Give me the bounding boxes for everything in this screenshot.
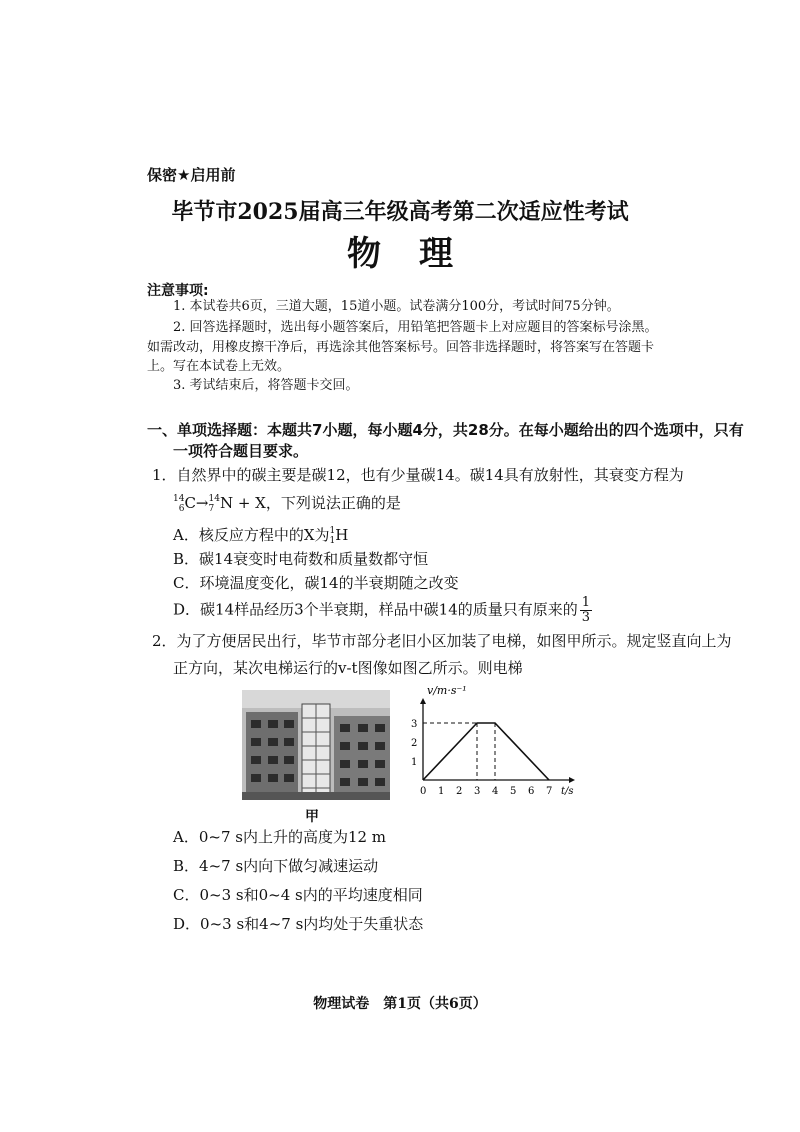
q1-stem: 1．自然界中的碳主要是碳12，也有少量碳14。碳14具有放射性，其衰变方程为: [152, 466, 684, 484]
q1-option-a: [173, 524, 348, 546]
note-2-cont: 如需改动，用橡皮擦干净后，再选涂其他答案标号。回答非选择题时，将答案写在答题卡: [147, 340, 655, 355]
velocity-line: [423, 723, 549, 780]
option-d-text: D．碳14样品经历3个半衰期，样品中碳14的质量只有原来的: [173, 600, 578, 619]
y-axis-label: v/m·s⁻¹: [427, 684, 467, 697]
x-axis-arrow: [569, 777, 575, 783]
y-tick-label: 3: [411, 719, 418, 730]
x-tick-label: 0: [420, 786, 427, 797]
c-atomic-number: 6: [178, 504, 185, 514]
q1-option-d: [173, 596, 592, 625]
x-tick-label: 5: [510, 786, 517, 797]
n-symbol: N + X: [219, 494, 266, 512]
x-tick-label: 7: [546, 786, 553, 797]
x-tick-label: 6: [528, 786, 535, 797]
fraction-numerator: 1: [581, 595, 591, 610]
option-a-text: A．核反应方程中的X为: [173, 526, 330, 544]
q1-equation-line: [173, 492, 401, 514]
q2-option-a: A．0~7 s内上升的高度为12 m: [173, 828, 387, 846]
y-axis-arrow: [420, 698, 426, 704]
x-tick-label: 4: [492, 786, 499, 797]
q1-option-b: B．碳14衰变时电荷数和质量数都守恒: [173, 550, 429, 568]
building-photo: [242, 690, 390, 800]
c-symbol: C→: [184, 494, 209, 512]
y-tick-label: 2: [411, 738, 418, 749]
page-footer: 物理试卷 第1页（共6页）: [313, 996, 487, 1012]
q1-option-c: C．环境温度变化，碳14的半衰期随之改变: [173, 574, 459, 592]
x-tick-label: 3: [474, 786, 481, 797]
photo-caption: 甲: [305, 809, 319, 825]
section-heading-cont: 一项符合题目要求。: [173, 442, 309, 460]
confidential-label: 保密★启用前: [147, 166, 236, 184]
note-1: 1. 本试卷共6页，三道大题，15道小题。试卷满分100分，考试时间75分钟。: [173, 299, 620, 314]
note-2-end: 上。写在本试卷上无效。: [147, 359, 291, 374]
note-2: 2. 回答选择题时，选出每小题答案后，用铅笔把答题卡上对应题目的答案标号涂黑。: [173, 320, 658, 335]
n-atomic-number: 7: [208, 504, 215, 514]
h-symbol: H: [335, 526, 349, 544]
exam-title: 毕节市2025届高三年级高考第二次适应性考试: [171, 199, 629, 225]
subject-title: 物理: [347, 234, 491, 274]
vt-graph: [405, 680, 590, 805]
q2-option-b: B．4~7 s内向下做匀减速运动: [173, 857, 379, 875]
c-mass-number: 14: [173, 494, 185, 504]
h-atomic-number: 1: [329, 536, 336, 546]
h-mass-number: 1: [329, 526, 336, 536]
q2-option-d: D．0~3 s和4~7 s内均处于失重状态: [173, 915, 424, 933]
fraction-denominator: 3: [581, 610, 591, 625]
x-tick-label: 1: [438, 786, 445, 797]
fraction: [580, 596, 592, 625]
x-tick-label: 2: [456, 786, 463, 797]
q2-stem: 2．为了方便居民出行，毕节市部分老旧小区加装了电梯，如图甲所示。规定竖直向上为: [152, 632, 732, 650]
n-mass-number: 14: [208, 494, 220, 504]
note-3: 3. 考试结束后，将答题卡交回。: [173, 378, 359, 393]
y-tick-label: 1: [411, 757, 418, 768]
section-heading: 一、单项选择题：本题共7小题，每小题4分，共28分。在每小题给出的四个选项中，只有: [147, 421, 744, 439]
x-axis-label: t/s: [561, 786, 574, 797]
notes-heading: 注意事项:: [147, 283, 209, 299]
q2-option-c: C．0~3 s和0~4 s内的平均速度相同: [173, 886, 423, 904]
q2-stem-cont: 正方向，某次电梯运行的v-t图像如图乙所示。则电梯: [173, 659, 523, 677]
q1-stem-tail: ，下列说法正确的是: [265, 494, 401, 512]
